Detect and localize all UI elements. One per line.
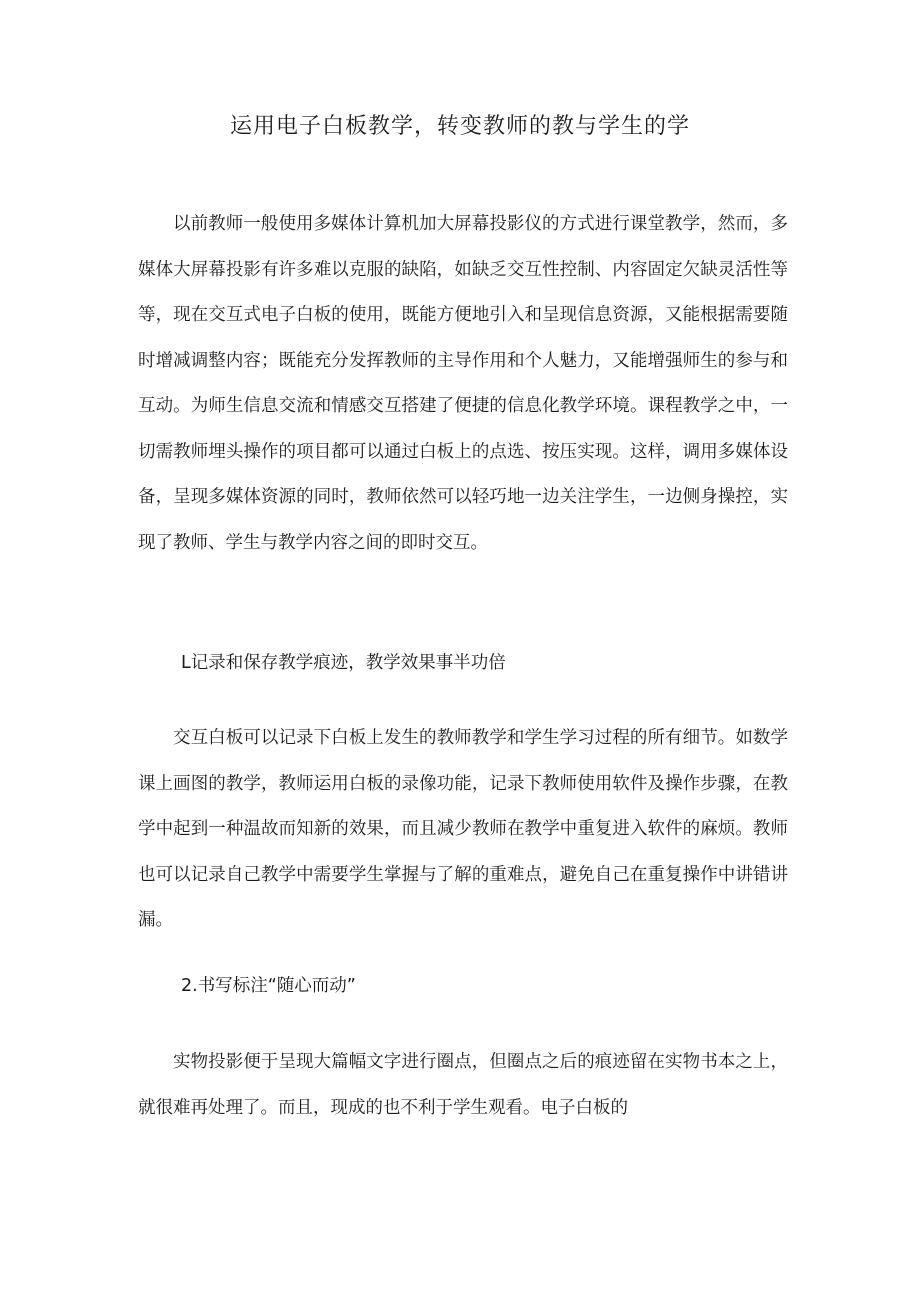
section-heading-1: L记录和保存教学痕迹，教学效果事半功倍: [181, 653, 506, 673]
document-title: 运用电子白板教学，转变教师的教与学生的学: [229, 114, 690, 139]
paragraph-annotation: 实物投影便于呈现大篇幅文字进行圈点，但圈点之后的痕迹留在实物书本之上，就很难再处理了。而且，现成的也不利于学生观看。电子白板的: [138, 1052, 788, 1118]
paragraph-recording: 交互白板可以记录下白板上发生的教师教学和学生学习过程的所有细节。如数学课上画图的教学，教师运用白板的录像功能，记录下教师使用软件及操作步骤，在教学中起到一种温故而知新的效果，而且减少教师在教学中重复进入软件的麻烦。教师也可以记录自己教学中需要学生掌握与了解的重难点，避免自己在重复操作中讲错讲漏。: [138, 728, 788, 930]
section-heading-2: 2.书写标注“随心而动”: [181, 976, 356, 996]
paragraph-intro: 以前教师一般使用多媒体计算机加大屏幕投影仪的方式进行课堂教学，然而，多媒体大屏幕投影有许多难以克服的缺陷，如缺乏交互性控制、内容固定欠缺灵活性等等，现在交互式电子白板的使用，既能方便地引入和呈现信息资源，又能根据需要随时增减调整内容；既能充分发挥教师的主导作用和个人魅力，又能增强师生的参与和互动。为师生信息交流和情感交互搭建了便捷的信息化教学环境。课程教学之中，一切需教师埋头操作的项目都可以通过白板上的点选、按压实现。这样，调用多媒体设备，呈现多媒体资源的同时，教师依然可以轻巧地一边关注学生，一边侧身操控，实现了教师、学生与教学内容之间的即时交互。: [138, 214, 788, 553]
